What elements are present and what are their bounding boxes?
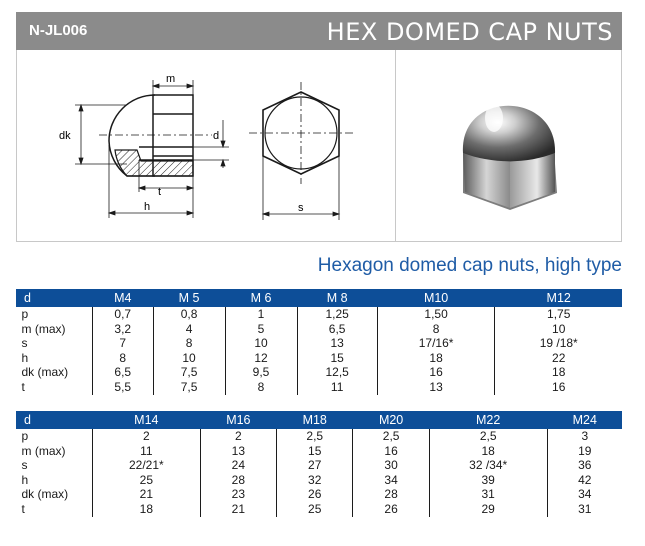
table-cell: 11 — [297, 380, 377, 395]
table-cell: 6,5 — [93, 365, 154, 380]
table-header-row — [17, 411, 623, 429]
table-cell: 4 — [153, 322, 225, 337]
table-cell: 12 — [225, 351, 297, 366]
table-cell: 21 — [200, 502, 276, 517]
header-cell: M10 — [377, 289, 495, 307]
table-cell: 17/16* — [377, 336, 495, 351]
table-row — [17, 458, 623, 473]
row-label: dk (max) — [21, 487, 69, 502]
label-s: s — [298, 202, 304, 214]
header-cell: M22 — [429, 411, 547, 429]
table-cell: 8 — [377, 322, 495, 337]
row-label: t — [21, 501, 25, 516]
table-cell: 9,5 — [225, 365, 297, 380]
table-cell: 18 — [429, 444, 547, 459]
dim-d — [193, 120, 229, 168]
table-cell: 2,5 — [429, 429, 547, 444]
table-cell: 13 — [200, 444, 276, 459]
table-cell: 16 — [495, 380, 622, 395]
table-cell: 8 — [93, 351, 154, 366]
row-label: p — [21, 307, 29, 321]
header-cell: d — [17, 411, 93, 429]
table-cell: 3 — [547, 429, 622, 444]
table-cell: 5,5 — [93, 380, 154, 395]
header-cell: M20 — [353, 411, 429, 429]
table-row — [17, 502, 623, 517]
table-cell: 32 — [277, 473, 353, 488]
table-cell: 18 — [377, 351, 495, 366]
table-cell: 0,7 — [93, 307, 154, 322]
table-cell: 28 — [353, 487, 429, 502]
table-cell: 29 — [429, 502, 547, 517]
table-row — [17, 380, 623, 395]
table-cell: 2 — [93, 429, 201, 444]
table-cell: 31 — [429, 487, 547, 502]
table-row — [17, 473, 623, 488]
cap-nut-photo — [397, 50, 621, 241]
label-d: d — [213, 130, 220, 142]
header-cell: M16 — [200, 411, 276, 429]
table-cell: 39 — [429, 473, 547, 488]
table-cell: 23 — [200, 487, 276, 502]
table-cell: 8 — [153, 336, 225, 351]
table-cell: 21 — [93, 487, 201, 502]
table-cell: 13 — [377, 380, 495, 395]
row-label: t — [21, 379, 25, 394]
table-cell: 25 — [93, 473, 201, 488]
table-row — [17, 365, 623, 380]
photo-highlight — [485, 104, 503, 132]
table-cell: 1 — [225, 307, 297, 322]
table-cell: 25 — [277, 502, 353, 517]
table-cell: 30 — [353, 458, 429, 473]
table-cell: 24 — [200, 458, 276, 473]
row-label: s — [21, 458, 28, 473]
table-cell: 15 — [277, 444, 353, 459]
table-cell: 16 — [377, 365, 495, 380]
table-cell: 19 — [547, 444, 622, 459]
page-title: HEX DOMED CAP NUTS — [326, 18, 613, 46]
spec-table-m4-m12 — [16, 289, 622, 395]
table-cell: 10 — [495, 322, 622, 337]
table-cell: 34 — [353, 473, 429, 488]
row-label: m (max) — [21, 321, 66, 336]
table-cell: 15 — [297, 351, 377, 366]
table-cell: 22/21* — [93, 458, 201, 473]
table-cell: 2,5 — [353, 429, 429, 444]
table-cell: 2,5 — [277, 429, 353, 444]
table-cell: 6,5 — [297, 322, 377, 337]
table-cell: 16 — [353, 444, 429, 459]
table-cell: 42 — [547, 473, 622, 488]
table-cell: 18 — [93, 502, 201, 517]
table-cell: 12,5 — [297, 365, 377, 380]
header-cell: M24 — [547, 411, 622, 429]
table-cell: 31 — [547, 502, 622, 517]
table-cell: 26 — [277, 487, 353, 502]
figure-panel — [16, 50, 622, 242]
table-cell: 18 — [495, 365, 622, 380]
table-cell: 7,5 — [153, 380, 225, 395]
label-dk: dk — [59, 130, 71, 142]
table-cell: 22 — [495, 351, 622, 366]
row-label: s — [21, 336, 28, 351]
table-cell: 19 /18* — [495, 336, 622, 351]
photo-dome — [463, 106, 555, 162]
table-row — [17, 322, 623, 337]
row-label: h — [21, 472, 29, 487]
table-row — [17, 336, 623, 351]
row-label: dk (max) — [21, 365, 69, 380]
label-h: h — [144, 201, 151, 213]
table-cell: 1,25 — [297, 307, 377, 322]
product-code: N-JL006 — [29, 22, 88, 39]
table-cell: 2 — [200, 429, 276, 444]
table-cell: 10 — [225, 336, 297, 351]
table-cell: 7 — [93, 336, 154, 351]
table-cell: 27 — [277, 458, 353, 473]
table-cell: 7,5 — [153, 365, 225, 380]
header-cell: M18 — [277, 411, 353, 429]
table-cell: 0,8 — [153, 307, 225, 322]
table-row — [17, 351, 623, 366]
label-m: m — [166, 73, 176, 85]
table-cell: 32 /34* — [429, 458, 547, 473]
figure-divider — [395, 50, 396, 241]
title-bar — [16, 12, 622, 50]
spec-table-m14-m24 — [16, 411, 622, 517]
header-cell: M4 — [93, 289, 154, 307]
header-cell: M 5 — [153, 289, 225, 307]
header-cell: M14 — [93, 411, 201, 429]
row-label: h — [21, 350, 29, 365]
table-cell: 8 — [225, 380, 297, 395]
table-cell: 28 — [200, 473, 276, 488]
table-cell: 34 — [547, 487, 622, 502]
header-cell: d — [17, 289, 93, 307]
header-cell: M12 — [495, 289, 622, 307]
table-cell: 1,75 — [495, 307, 622, 322]
section-hatch — [115, 150, 193, 176]
table-cell: 11 — [93, 444, 201, 459]
table-cell: 36 — [547, 458, 622, 473]
table-cell: 10 — [153, 351, 225, 366]
header-cell: M 8 — [297, 289, 377, 307]
table-header-row — [17, 289, 623, 307]
table-row — [17, 307, 623, 322]
row-label: p — [21, 429, 29, 443]
row-label: m (max) — [21, 443, 66, 458]
table-cell: 1,50 — [377, 307, 495, 322]
table-row — [17, 487, 623, 502]
table-row — [17, 444, 623, 459]
table-cell: 13 — [297, 336, 377, 351]
header-cell: M 6 — [225, 289, 297, 307]
label-t: t — [158, 186, 162, 198]
technical-drawing — [17, 50, 395, 241]
table-row — [17, 429, 623, 444]
top-view — [249, 82, 353, 184]
table-cell: 3,2 — [93, 322, 154, 337]
table-subtitle: Hexagon domed cap nuts, high type — [317, 255, 622, 276]
table-cell: 5 — [225, 322, 297, 337]
table-cell: 26 — [353, 502, 429, 517]
